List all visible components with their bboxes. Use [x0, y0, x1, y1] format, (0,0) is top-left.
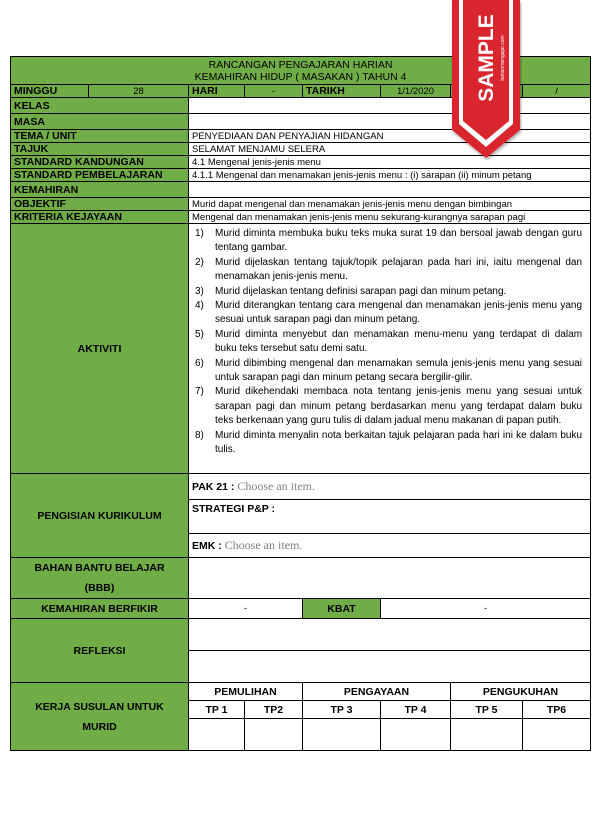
tp2-header: TP2 — [245, 701, 303, 719]
rph-document — [10, 56, 590, 751]
refleksi-value-1[interactable] — [189, 619, 591, 651]
aktiviti-item-number: 7) — [195, 386, 204, 398]
strategi-row[interactable] — [189, 500, 591, 534]
aktiviti-item-text: Murid dikehendaki membaca nota tentang jenis-jenis menu yang sesuai untuk sarapan pagi dan minum petang berdasarkan menu yang terdapat dalam buku teks berkenaan yang guru tulis di dalam jadual menu makanan di papan putih. — [215, 386, 583, 427]
kriteria-kejayaan-value[interactable]: Mengenal dan menamakan jenis-jenis menu sekurang-kurangnya sarapan pagi — [189, 211, 591, 224]
tema-value[interactable]: PENYEDIAAN DAN PENYAJIAN HIDANGAN — [189, 130, 591, 143]
kemahiran-value[interactable] — [189, 182, 591, 198]
tp6-value[interactable] — [523, 719, 591, 751]
strategi-label: STRATEGI P&P : — [192, 503, 276, 515]
emk-dropdown[interactable]: Choose an item. — [224, 538, 303, 552]
aktiviti-item-number: 2) — [195, 256, 204, 268]
kerja-susulan-label-line1: KERJA SUSULAN UNTUK — [35, 700, 164, 713]
tp6-header: TP6 — [523, 701, 591, 719]
aktiviti-item-text: Murid dijelaskan tentang tajuk/topik pelajaran pada hari ini, iaitu mengenal dan menamakan jenis-jenis menu. — [215, 256, 583, 283]
tajuk-value[interactable]: SELAMAT MENJAMU SELERA — [189, 143, 591, 156]
aktiviti-item-text: Murid diminta membuka buku teks muka surat 19 dan bersoal jawab dengan guru tentang gambar. — [215, 228, 583, 254]
pengayaan-header: PENGAYAAN — [303, 683, 451, 701]
header-title: RANCANGAN PENGAJARAN HARIAN — [208, 58, 393, 71]
refleksi-value-2[interactable] — [189, 651, 591, 683]
refleksi-label: REFLEKSI — [11, 619, 189, 683]
hari-value[interactable]: - — [245, 85, 303, 98]
kelas-value[interactable] — [189, 98, 591, 114]
tarikh-label: TARIKH — [303, 85, 381, 98]
aktiviti-item — [195, 227, 582, 256]
tajuk-label: TAJUK — [11, 143, 189, 156]
aktiviti-item-text: Murid diminta menyalin nota berkaitan tajuk pelajaran pada hari ini ke dalam buku tulis. — [215, 429, 583, 456]
objektif-label: OBJEKTIF — [11, 198, 189, 211]
kemahiran-berfikir-label: KEMAHIRAN BERFIKIR — [11, 599, 189, 619]
kerja-susulan-label — [11, 683, 189, 751]
tarikh-value[interactable]: 1/1/2020 — [381, 85, 451, 98]
pak21-dropdown[interactable]: Choose an item. — [237, 479, 315, 493]
header-subtitle: KEMAHIRAN HIDUP ( MASAKAN ) TAHUN 4 — [194, 70, 407, 83]
aktiviti-label: AKTIVITI — [11, 224, 189, 474]
aktiviti-item-number: 8) — [195, 429, 204, 441]
tp3-value[interactable] — [303, 719, 381, 751]
pak21-row[interactable] — [189, 474, 591, 500]
kemahiran-berfikir-value[interactable]: - — [189, 599, 303, 619]
aktiviti-item-number: 6) — [195, 357, 204, 369]
stamp-subtext: bahanmengajar.com — [500, 35, 506, 81]
tp1-value[interactable] — [189, 719, 245, 751]
kemahiran-label: KEMAHIRAN — [11, 182, 189, 198]
aktiviti-item-number: 4) — [195, 300, 204, 312]
tema-label: TEMA / UNIT — [11, 130, 189, 143]
emk-row[interactable] — [189, 534, 591, 558]
aktiviti-item-number: 3) — [195, 285, 204, 297]
tp5-value[interactable] — [451, 719, 523, 751]
aktiviti-item-number: 5) — [195, 328, 204, 340]
aktiviti-item — [195, 328, 582, 357]
rph-table — [10, 56, 591, 751]
aktiviti-item-number: 1) — [195, 228, 204, 239]
kbat-value[interactable]: - — [381, 599, 591, 619]
kerja-susulan-label-line2: MURID — [82, 720, 117, 733]
aktiviti-item — [195, 299, 582, 328]
standard-pembelajaran-label: STANDARD PEMBELAJARAN — [11, 169, 189, 182]
tp4-value[interactable] — [381, 719, 451, 751]
aktiviti-item — [195, 385, 582, 428]
sample-stamp — [450, 0, 522, 160]
kelas-label: KELAS — [11, 98, 189, 114]
kbat-label: KBAT — [303, 599, 381, 619]
tp4-header: TP 4 — [381, 701, 451, 719]
bbb-label-line2: (BBB) — [84, 582, 115, 594]
bbb-label-line1: BAHAN BANTU BELAJAR — [34, 562, 165, 574]
tp5-header: TP 5 — [451, 701, 523, 719]
standard-pembelajaran-value[interactable]: 4.1.1 Mengenal dan menamakan jenis-jenis menu : (i) sarapan (ii) minum petang — [189, 169, 591, 182]
aktiviti-item — [195, 357, 582, 386]
stamp-text: SAMPLE — [475, 14, 498, 102]
masa-separator-value[interactable]: / — [523, 85, 591, 98]
bbb-label — [11, 558, 189, 599]
standard-kandungan-label: STANDARD KANDUNGAN — [11, 156, 189, 169]
kriteria-kejayaan-label: KRITERIA KEJAYAAN — [11, 211, 189, 224]
tp2-value[interactable] — [245, 719, 303, 751]
minggu-value[interactable]: 28 — [89, 85, 189, 98]
masa-value[interactable] — [189, 114, 591, 130]
objektif-value[interactable]: Murid dapat mengenal dan menamakan jenis-jenis menu dengan bimbingan — [189, 198, 591, 211]
emk-label: EMK : — [192, 540, 222, 552]
aktiviti-item-text: Murid diterangkan tentang cara mengenal dan menamakan jenis-jenis menu yang sesuai untuk sarapan pagi dan minum petang. — [215, 300, 583, 326]
minggu-label: MINGGU — [11, 85, 89, 98]
bbb-value[interactable] — [189, 558, 591, 599]
pengisian-kurikulum-label: PENGISIAN KURIKULUM — [11, 474, 189, 558]
hari-label: HARI — [189, 85, 245, 98]
tp3-header: TP 3 — [303, 701, 381, 719]
aktiviti-item-text: Murid diminta menyebut dan menamakan menu-menu yang terdapat di dalam buku teks tersebut satu demi satu. — [215, 328, 583, 355]
tp1-header: TP 1 — [189, 701, 245, 719]
aktiviti-list — [195, 227, 582, 458]
standard-kandungan-value[interactable]: 4.1 Mengenal jenis-jenis menu — [189, 156, 591, 169]
pemulihan-header: PEMULIHAN — [189, 683, 303, 701]
aktiviti-item — [195, 285, 582, 299]
pak21-label: PAK 21 : — [192, 481, 235, 493]
aktiviti-item-text: Murid dibimbing mengenal dan menamakan semula jenis-jenis menu yang sesuai untuk sarapan pagi dan minum petang secara bergilir-gilir. — [215, 357, 583, 384]
aktiviti-content[interactable] — [189, 224, 591, 474]
pengukuhan-header: PENGUKUHAN — [451, 683, 591, 701]
masa-label: MASA — [11, 114, 189, 130]
aktiviti-item-text: Murid dijelaskan tentang definisi sarapan pagi dan minum petang. — [215, 285, 507, 297]
aktiviti-item — [195, 256, 582, 285]
aktiviti-item — [195, 429, 582, 458]
